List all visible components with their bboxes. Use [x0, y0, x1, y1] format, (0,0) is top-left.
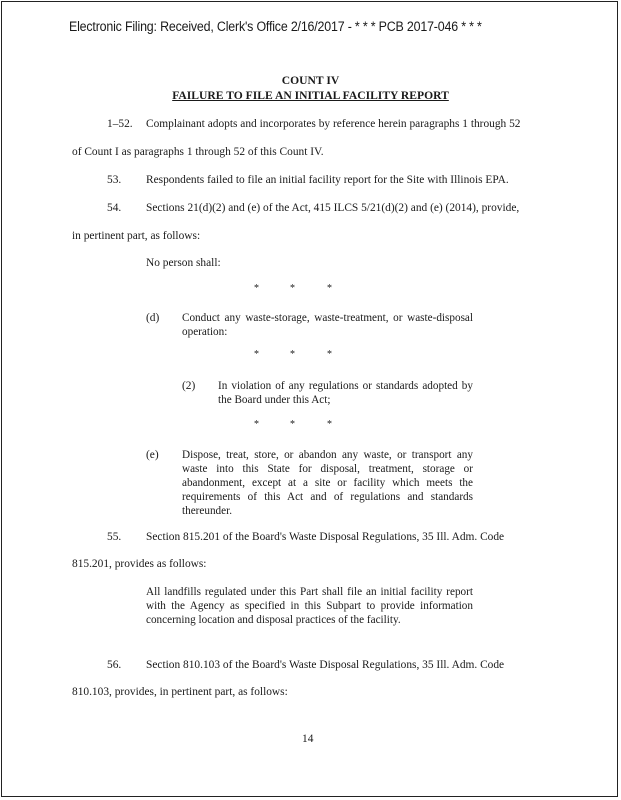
paragraph-text: Section 815.201 of the Board's Waste Disposal Regulations, 35 Ill. Adm. Code [146, 531, 505, 543]
paragraph-number: 54. [107, 202, 122, 214]
paragraph-text: Respondents failed to file an initial facility report for the Site with Illinois EPA. [146, 174, 509, 186]
clause-text: In violation of any regulations or standards adopted by the Board under this Act; [218, 380, 473, 406]
paragraph-text: in pertinent part, as follows: [72, 230, 201, 242]
paragraph-text: Complainant adopts and incorporates by reference herein paragraphs 1 through 52 [146, 118, 521, 130]
block-quote: All landfills regulated under this Part shall file an initial facility report with the Agency as specified in this Subpart to provide information concerning location and disposal practices of the facility. [146, 586, 473, 626]
filing-header: Electronic Filing: Received, Clerk's Office 2/16/2017 - * * * PCB 2017-046 * * * [69, 19, 482, 34]
ellipsis-asterisk: * [254, 349, 259, 360]
ellipsis-asterisk: * [327, 349, 332, 360]
ellipsis-asterisk: * [290, 349, 295, 360]
ellipsis-asterisk: * [327, 283, 332, 294]
quote-intro: No person shall: [146, 257, 221, 269]
clause-text: Dispose, treat, store, or abandon any waste, or transport any waste into this State for disposal, treatment, storage or abandonment, except at a site or facility which meets the requirements of this Act and of regulations and standards thereunder. [182, 449, 473, 517]
paragraph-number: 1–52. [107, 118, 133, 130]
clause-label: (2) [182, 380, 196, 392]
ellipsis-asterisk: * [254, 419, 259, 430]
clause-label: (e) [146, 449, 159, 461]
paragraph-text: 815.201, provides as follows: [72, 558, 207, 570]
paragraph-text: 810.103, provides, in pertinent part, as follows: [72, 686, 288, 698]
paragraph-number: 55. [107, 531, 122, 543]
paragraph-text: of Count I as paragraphs 1 through 52 of this Count IV. [72, 146, 324, 158]
count-subtitle: FAILURE TO FILE AN INITIAL FACILITY REPORT [172, 89, 449, 102]
paragraph-number: 56. [107, 659, 122, 671]
paragraph-text: Sections 21(d)(2) and (e) of the Act, 415 ILCS 5/21(d)(2) and (e) (2014), provide, [146, 202, 520, 214]
ellipsis-asterisk: * [254, 283, 259, 294]
paragraph-text: Section 810.103 of the Board's Waste Disposal Regulations, 35 Ill. Adm. Code [146, 659, 505, 671]
clause-text: Conduct any waste-storage, waste-treatment, or waste-disposal operation: [182, 312, 473, 338]
count-title: COUNT IV [281, 74, 340, 87]
ellipsis-asterisk: * [290, 419, 295, 430]
page-number: 14 [302, 733, 314, 745]
ellipsis-asterisk: * [290, 283, 295, 294]
ellipsis-asterisk: * [327, 419, 332, 430]
clause-label: (d) [146, 312, 160, 324]
paragraph-number: 53. [107, 174, 122, 186]
